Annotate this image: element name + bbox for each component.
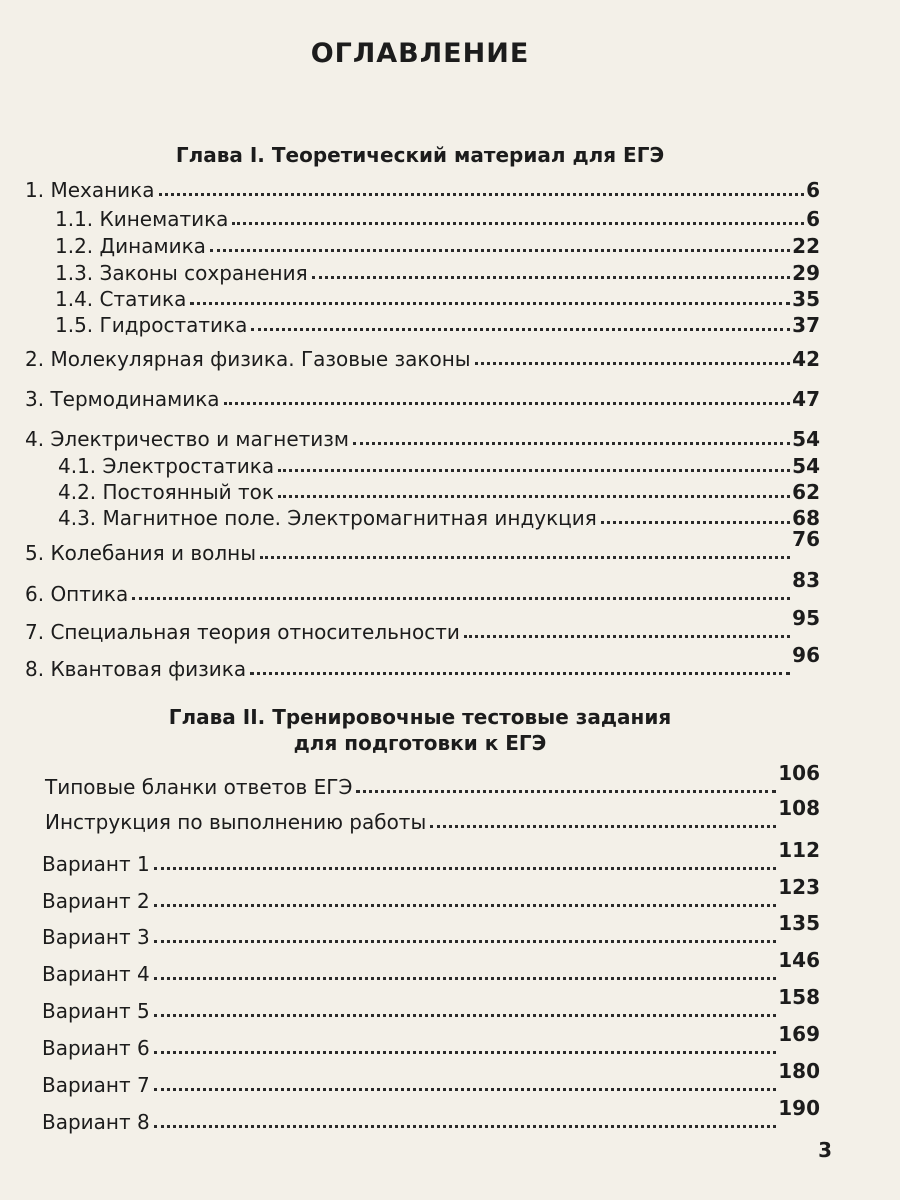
toc-entry-label: 7. Специальная теория относительности [25, 620, 460, 644]
toc-entry-page: 180 [778, 1059, 820, 1083]
toc-entry-page: 54 [792, 454, 820, 478]
toc-entry[interactable] [42, 1096, 820, 1134]
toc-leader-dots [132, 597, 790, 600]
toc-leader-dots [250, 672, 790, 675]
toc-entry-page: 146 [778, 948, 820, 972]
toc-entry-page: 6 [806, 178, 820, 202]
toc-leader-dots [154, 1051, 777, 1054]
toc-entry[interactable] [42, 1022, 820, 1060]
toc-entry-page: 22 [792, 234, 820, 258]
toc-leader-dots [154, 940, 777, 943]
toc-entry[interactable] [55, 311, 820, 337]
toc-entry-label: 4.2. Постоянный ток [58, 480, 274, 504]
toc-entry-label: 4. Электричество и магнетизм [25, 427, 350, 451]
chapter-2-heading: Глава II. Тренировочные тестовые задания [168, 705, 672, 729]
toc-entry-label: 1.3. Законы сохранения [55, 261, 308, 285]
toc-entry[interactable] [42, 838, 820, 876]
toc-leader-dots [154, 1125, 777, 1128]
toc-entry-page: 47 [792, 387, 820, 411]
toc-entry-page: 54 [792, 427, 820, 451]
toc-leader-dots [601, 521, 790, 524]
toc-entry[interactable] [42, 875, 820, 913]
toc-entry-label: 3. Термодинамика [25, 387, 220, 411]
toc-entry[interactable] [55, 285, 820, 311]
toc-entry-label: 1. Механика [25, 178, 155, 202]
toc-entry-label: 1.2. Динамика [55, 234, 206, 258]
toc-entry[interactable] [25, 527, 820, 565]
toc-entry-label: Вариант 8 [42, 1110, 150, 1134]
toc-leader-dots [154, 904, 777, 907]
toc-entry-page: 190 [778, 1096, 820, 1120]
toc-entry-page: 37 [792, 313, 820, 337]
page-title: ОГЛАВЛЕНИЕ [310, 38, 530, 69]
toc-entry[interactable] [58, 452, 820, 478]
toc-entry-label: Вариант 2 [42, 889, 150, 913]
toc-leader-dots [353, 442, 790, 445]
toc-leader-dots [154, 1014, 777, 1017]
chapter-1-heading: Глава I. Теоретический материал для ЕГЭ [175, 143, 665, 167]
toc-entry-label: Вариант 1 [42, 852, 150, 876]
toc-entry[interactable] [25, 606, 820, 644]
toc-entry-label: Вариант 5 [42, 999, 150, 1023]
toc-entry[interactable] [55, 259, 820, 285]
toc-entry[interactable] [25, 345, 820, 371]
toc-entry-page: 62 [792, 480, 820, 504]
toc-entry[interactable] [58, 504, 820, 530]
toc-entry-page: 95 [792, 606, 820, 630]
toc-entry-page: 6 [806, 207, 820, 231]
toc-leader-dots [464, 635, 790, 638]
toc-entry[interactable] [45, 796, 820, 834]
toc-leader-dots [430, 825, 776, 828]
toc-entry[interactable] [55, 205, 820, 231]
toc-entry-page: 76 [792, 527, 820, 551]
toc-entry-page: 68 [792, 506, 820, 530]
toc-leader-dots [260, 556, 790, 559]
toc-entry-page: 158 [778, 985, 820, 1009]
toc-leader-dots [154, 1088, 777, 1091]
toc-entry-page: 29 [792, 261, 820, 285]
toc-entry[interactable] [42, 1059, 820, 1097]
toc-entry-label: 1.5. Гидростатика [55, 313, 248, 337]
toc-entry[interactable] [25, 385, 820, 411]
toc-entry-page: 123 [778, 875, 820, 899]
toc-entry-page: 112 [778, 838, 820, 862]
toc-entry-page: 169 [778, 1022, 820, 1046]
toc-entry-page: 35 [792, 287, 820, 311]
toc-leader-dots [251, 328, 790, 331]
toc-leader-dots [278, 469, 790, 472]
toc-leader-dots [190, 302, 790, 305]
toc-entry[interactable] [25, 176, 820, 202]
toc-entry-page: 96 [792, 643, 820, 667]
toc-entry-label: 8. Квантовая физика [25, 657, 247, 681]
toc-leader-dots [224, 402, 791, 405]
toc-entry-label: Вариант 3 [42, 925, 150, 949]
toc-entry-label: 4.1. Электростатика [58, 454, 275, 478]
toc-leader-dots [232, 222, 804, 225]
chapter-2-heading-line2: для подготовки к ЕГЭ [293, 731, 547, 755]
toc-entry-page: 106 [778, 761, 820, 785]
toc-entry[interactable] [42, 985, 820, 1023]
toc-leader-dots [278, 495, 790, 498]
toc-entry-page: 108 [778, 796, 820, 820]
toc-entry-label: Вариант 4 [42, 962, 150, 986]
toc-entry[interactable] [25, 425, 820, 451]
toc-entry[interactable] [42, 948, 820, 986]
toc-entry[interactable] [25, 643, 820, 681]
toc-leader-dots [210, 249, 790, 252]
toc-leader-dots [356, 790, 776, 793]
page-number: 3 [818, 1138, 832, 1162]
toc-entry-page: 42 [792, 347, 820, 371]
toc-entry[interactable] [55, 232, 820, 258]
toc-entry[interactable] [42, 911, 820, 949]
toc-entry-label: 2. Молекулярная физика. Газовые законы [25, 347, 471, 371]
toc-entry-label: Вариант 6 [42, 1036, 150, 1060]
toc-entry-label: 1.4. Статика [55, 287, 187, 311]
toc-leader-dots [154, 977, 777, 980]
toc-leader-dots [159, 193, 805, 196]
toc-entry-label: 6. Оптика [25, 582, 129, 606]
toc-entry-label: Типовые бланки ответов ЕГЭ [45, 775, 353, 799]
toc-entry-label: Инструкция по выполнению работы [45, 810, 427, 834]
toc-entry-label: Вариант 7 [42, 1073, 150, 1097]
toc-entry[interactable] [58, 478, 820, 504]
toc-entry-page: 135 [778, 911, 820, 935]
toc-entry-label: 1.1. Кинематика [55, 207, 229, 231]
toc-leader-dots [475, 362, 791, 365]
toc-entry-label: 5. Колебания и волны [25, 541, 257, 565]
toc-leader-dots [154, 867, 777, 870]
toc-leader-dots [312, 276, 791, 279]
toc-entry-label: 4.3. Магнитное поле. Электромагнитная индукция [58, 506, 597, 530]
toc-entry[interactable] [25, 568, 820, 606]
toc-entry-page: 83 [792, 568, 820, 592]
toc-entry[interactable] [45, 761, 820, 799]
